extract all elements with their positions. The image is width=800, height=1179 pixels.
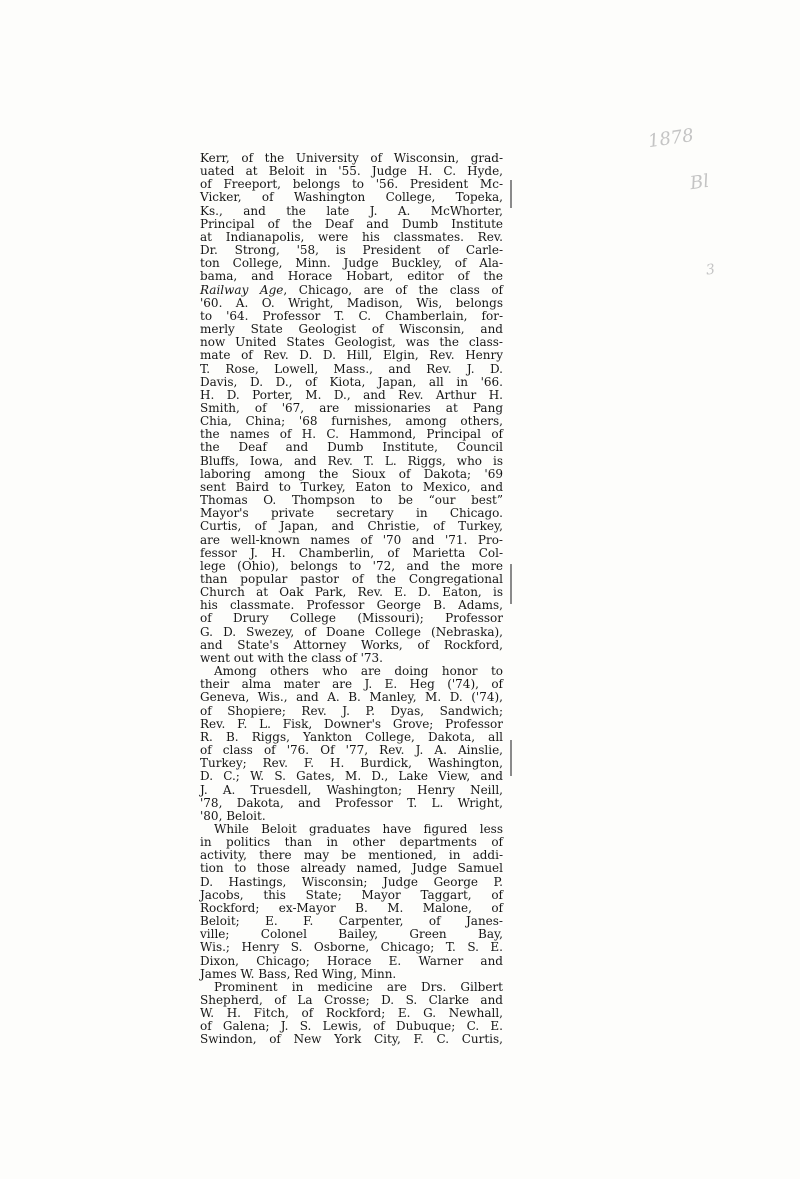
text-line: his classmate. Professor George B. Adams, [200, 598, 503, 613]
article-paragraph [200, 823, 503, 981]
text-line: Railway Age, Chicago, are of the class of [200, 282, 503, 297]
text-line: Wis.; Henry S. Osborne, Chicago; T. S. E. [200, 940, 503, 955]
text-line: Bluffs, Iowa, and Rev. T. L. Riggs, who is [200, 453, 503, 468]
text-line: Davis, D. D., of Kiota, Japan, all in '66. [200, 374, 503, 389]
text-line: '78, Dakota, and Professor T. L. Wright, [200, 795, 503, 810]
article-paragraph [200, 981, 503, 1047]
text-line: Rev. F. L. Fisk, Downer's Grove; Professor [200, 716, 503, 731]
text-line: merly State Geologist of Wisconsin, and [200, 322, 503, 337]
text-line: Beloit; E. F. Carpenter, of Janes- [200, 914, 503, 929]
text-line: fessor J. H. Chamberlin, of Marietta Col- [200, 545, 503, 560]
column-edge-mark [510, 180, 512, 208]
text-line: D. Hastings, Wisconsin; Judge George P. [200, 874, 503, 889]
text-line: Ks., and the late J. A. McWhorter, [200, 203, 503, 218]
text-line: Jacobs, this State; Mayor Taggart, of [200, 887, 503, 902]
text-line: Rockford; ex-Mayor B. M. Malone, of [200, 900, 503, 915]
column-edge-mark [510, 564, 512, 604]
text-line: R. B. Riggs, Yankton College, Dakota, all [200, 729, 503, 744]
article-paragraph [200, 152, 503, 665]
text-line: J. A. Truesdell, Washington; Henry Neill, [200, 782, 503, 797]
text-line: at Indianapolis, were his classmates. Rev. [200, 229, 503, 244]
text-line: the names of H. C. Hammond, Principal of [200, 427, 503, 442]
text-line: in politics than in other departments of [200, 835, 503, 850]
text-line: bama, and Horace Hobart, editor of the [200, 269, 503, 284]
text-line: ville; Colonel Bailey, Green Bay, [200, 927, 503, 942]
margin-note-year: 1878 [646, 124, 696, 153]
text-line: went out with the class of '73. [200, 650, 383, 665]
text-line: James W. Bass, Red Wing, Minn. [200, 966, 397, 981]
text-line: Vicker, of Washington College, Topeka, [200, 190, 503, 205]
text-line: Turkey; Rev. F. H. Burdick, Washington, [200, 756, 503, 771]
text-line: Smith, of '67, are missionaries at Pang [200, 400, 503, 415]
text-line: of Shopiere; Rev. J. P. Dyas, Sandwich; [200, 703, 503, 718]
text-line: of Galena; J. S. Lewis, of Dubuque; C. E. [200, 1019, 503, 1034]
margin-note-initials: Bl [688, 170, 711, 195]
text-line: Principal of the Deaf and Dumb Institute [200, 216, 503, 231]
text-line: Church at Oak Park, Rev. E. D. Eaton, is [200, 585, 503, 600]
text-line: H. D. Porter, M. D., and Rev. Arthur H. [200, 387, 503, 402]
margin-note-number: 3 [704, 261, 716, 279]
text-line: Shepherd, of La Crosse; D. S. Clarke and [200, 993, 503, 1007]
text-line: Dr. Strong, '58, is President of Carle- [200, 243, 503, 258]
article-column [200, 152, 503, 1047]
text-line: tion to those already named, Judge Samuel [200, 861, 503, 876]
column-edge-mark [510, 740, 512, 776]
text-line: of Freeport, belongs to '56. President Mc- [200, 177, 503, 192]
text-line: Dixon, Chicago; Horace E. Warner and [200, 953, 503, 968]
text-line: Curtis, of Japan, and Christie, of Turkey, [200, 519, 503, 534]
text-line: mate of Rev. D. D. Hill, Elgin, Rev. Henry [200, 348, 503, 363]
text-line: laboring among the Sioux of Dakota; '69 [200, 466, 503, 481]
text-line: the Deaf and Dumb Institute, Council [200, 440, 503, 455]
text-line: to '64. Professor T. C. Chamberlain, for- [200, 308, 503, 323]
text-line: their alma mater are J. E. Heg ('74), of [200, 677, 503, 692]
text-line: D. C.; W. S. Gates, M. D., Lake View, and [200, 769, 503, 784]
text-line: of class of '76. Of '77, Rev. J. A. Ainslie, [200, 743, 503, 758]
text-line: '60. A. O. Wright, Madison, Wis, belongs [200, 295, 503, 310]
text-line: While Beloit graduates have figured less [214, 821, 503, 836]
text-line: Thomas O. Thompson to be “our best” [200, 493, 503, 508]
text-line: and State's Attorney Works, of Rockford, [200, 637, 503, 652]
publication-title: Railway Age [200, 282, 284, 297]
text-line: sent Baird to Turkey, Eaton to Mexico, and [200, 479, 503, 494]
text-line: Geneva, Wis., and A. B. Manley, M. D. ('74), [200, 690, 503, 705]
text-line: uated at Beloit in '55. Judge H. C. Hyde, [200, 164, 503, 179]
text-line: Among others who are doing honor to [214, 664, 503, 679]
text-line: are well-known names of '70 and '71. Pro- [200, 532, 503, 547]
text-line: W. H. Fitch, of Rockford; E. G. Newhall, [200, 1006, 503, 1021]
text-line: Mayor's private secretary in Chicago. [200, 506, 503, 521]
text-line: now United States Geologist, was the class- [200, 335, 503, 350]
text-line: T. Rose, Lowell, Mass., and Rev. J. D. [200, 361, 503, 376]
text-line: lege (Ohio), belongs to '72, and the more [200, 558, 503, 573]
text-line: G. D. Swezey, of Doane College (Nebraska), [200, 624, 503, 639]
text-line: '80, Beloit. [200, 808, 266, 823]
text-line: Swindon, of New York City, F. C. Curtis, [200, 1032, 503, 1047]
text-line: ton College, Minn. Judge Buckley, of Ala- [200, 256, 503, 271]
article-paragraph [200, 665, 503, 823]
text-line: Chia, China; '68 furnishes, among others, [200, 414, 503, 429]
text-line: than popular pastor of the Congregational [200, 572, 503, 586]
text-line: Kerr, of the University of Wisconsin, grad- [200, 151, 503, 165]
text-line: of Drury College (Missouri); Professor [200, 611, 503, 626]
text-line: Prominent in medicine are Drs. Gilbert [214, 979, 503, 994]
text-line: activity, there may be mentioned, in addi- [200, 848, 503, 863]
